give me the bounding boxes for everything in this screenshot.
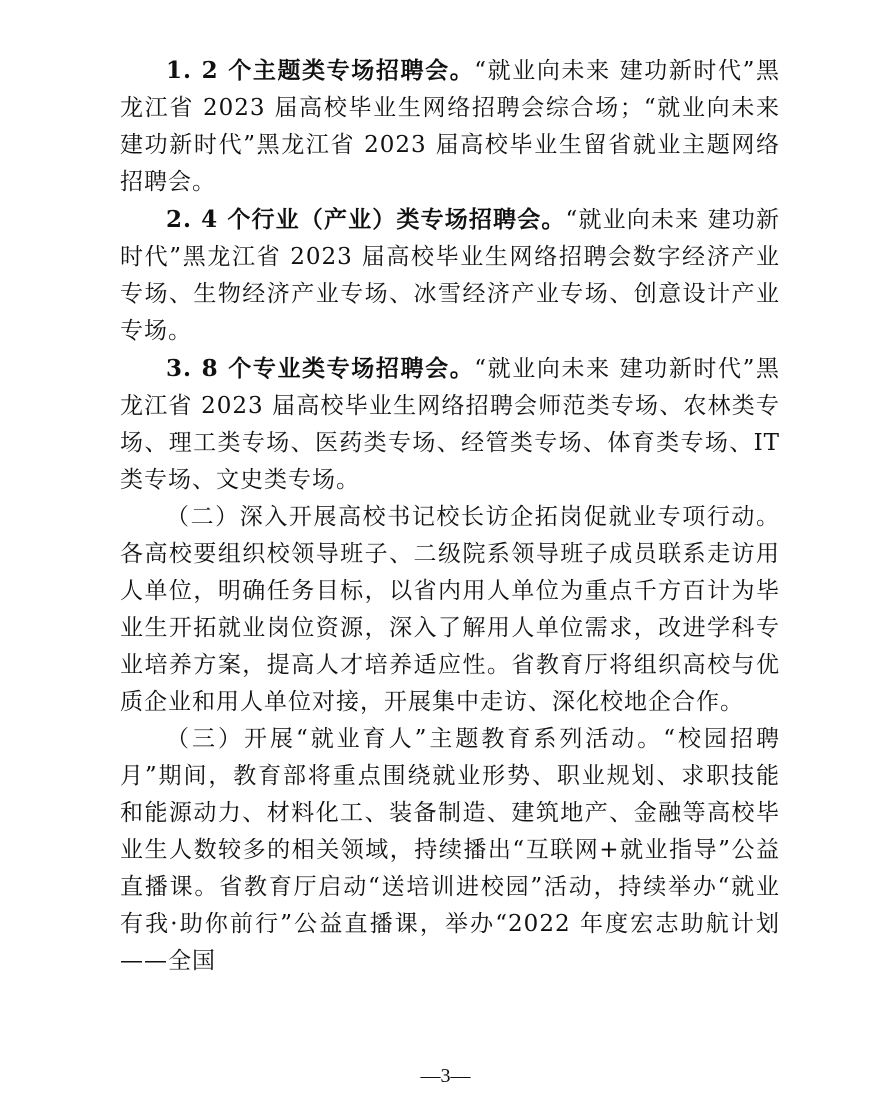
paragraph-visit-enterprises: [120, 499, 780, 721]
paragraph-employment-education: [120, 721, 780, 980]
paragraph-industry-fairs: [120, 201, 780, 350]
text-industry-fairs: “就业向未来 建功新时代”黑龙江省 2023 届高校毕业生网络招聘会数字经济产业专场、生物经济产业专场、冰雪经济产业专场、创意设计产业专场。: [120, 207, 781, 344]
heading-thematic-fairs: 1. 2 个主题类专场招聘会。: [166, 57, 475, 84]
heading-major-fairs: 3. 8 个专业类专场招聘会。: [166, 355, 475, 382]
heading-industry-fairs: 2. 4 个行业（产业）类专场招聘会。: [166, 206, 566, 233]
paragraph-major-fairs: [120, 350, 780, 499]
text-thematic-fairs: “就业向未来 建功新时代”黑龙江省 2023 届高校毕业生网络招聘会综合场；“就业向未来 建功新时代”黑龙江省 2023 届高校毕业生留省就业主题网络招聘会。: [120, 58, 780, 195]
page-number: —3—: [420, 1065, 471, 1087]
text-major-fairs: “就业向未来 建功新时代”黑龙江省 2023 届高校毕业生网络招聘会师范类专场、农林类专场、理工类专场、医药类专场、经管类专场、体育类专场、IT 类专场、文史类专场。: [120, 356, 780, 493]
paragraph-thematic-fairs: [120, 52, 780, 201]
text-visit-enterprises: （二）深入开展高校书记校长访企拓岗促就业专项行动。各高校要组织校领导班子、二级院系领导班子成员联系走访用人单位，明确任务目标，以省内用人单位为重点千方百计为毕业生开拓就业岗位资源，深入了解用人单位需求，改进学科专业培养方案，提高人才培养适应性。省教育厅将组织高校与优质企业和用人单位对接，开展集中走访、深化校地企合作。: [120, 504, 780, 715]
document-body: [120, 52, 780, 980]
text-employment-education: （三）开展“就业育人”主题教育系列活动。“校园招聘月”期间，教育部将重点围绕就业形势、职业规划、求职技能和能源动力、材料化工、装备制造、建筑地产、金融等高校毕业生人数较多的相关领域，持续播出“互联网+就业指导”公益直播课。省教育厅启动“送培训进校园”活动，持续举办“就业有我·助你前行”公益直播课，举办“2022 年度宏志助航计划——全国: [120, 726, 780, 974]
